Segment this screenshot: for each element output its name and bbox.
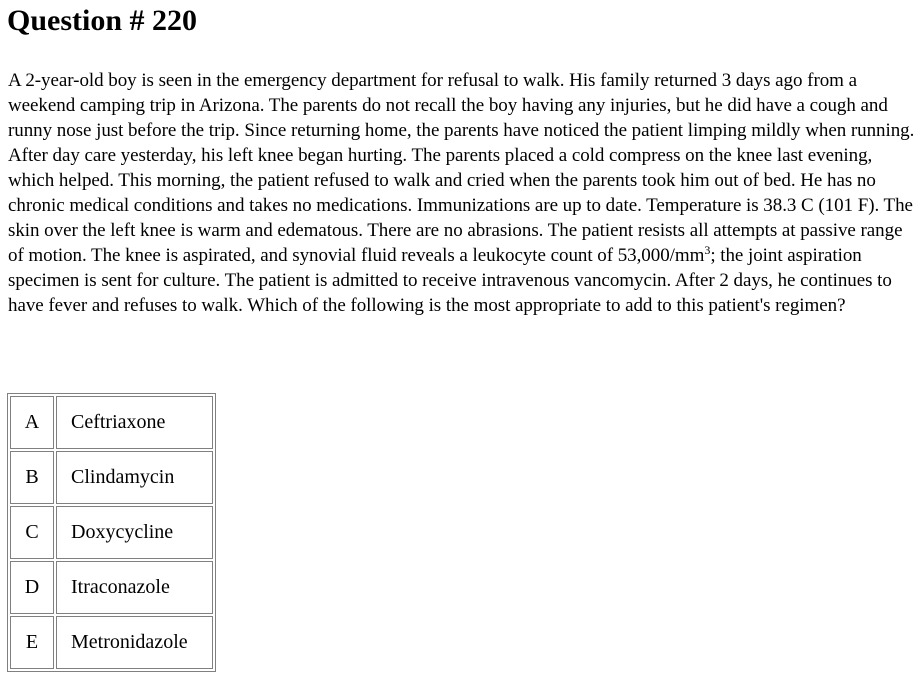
choice-letter-e[interactable]: E: [10, 616, 54, 669]
choice-row-c[interactable]: [10, 506, 213, 559]
choice-text-d[interactable]: Itraconazole: [56, 561, 213, 614]
choice-text-e[interactable]: Metronidazole: [56, 616, 213, 669]
choice-row-a[interactable]: [10, 396, 213, 449]
choice-row-d[interactable]: [10, 561, 213, 614]
choice-letter-c[interactable]: C: [10, 506, 54, 559]
choice-letter-b[interactable]: B: [10, 451, 54, 504]
stem-superscript: 3: [704, 243, 711, 257]
choice-letter-d[interactable]: D: [10, 561, 54, 614]
choice-letter-a[interactable]: A: [10, 396, 54, 449]
choice-text-c[interactable]: Doxycycline: [56, 506, 213, 559]
question-stem: [8, 68, 920, 318]
stem-text-part2: ; the joint aspiration specimen is sent for culture. The patient is admitted to receive intravenous vancomycin. After 2 days, he continues to have fever and refuses to walk. Which of the following is the most appropriate to add to this patient's regimen?: [8, 245, 892, 316]
choice-text-b[interactable]: Clindamycin: [56, 451, 213, 504]
choice-text-a[interactable]: Ceftriaxone: [56, 396, 213, 449]
stem-text-part1: A 2-year-old boy is seen in the emergency department for refusal to walk. His family returned 3 days ago from a weekend camping trip in Arizona. The parents do not recall the boy having any injuries, but he did have a cough and runny nose just before the trip. Since returning home, the parents have noticed the patient limping mildly when running. After day care yesterday, his left knee began hurting. The parents placed a cold compress on the knee last evening, which helped. This morning, the patient refused to walk and cried when the parents took him out of bed. He has no chronic medical conditions and takes no medications. Immunizations are up to date. Temperature is 38.3 C (101 F). The skin over the left knee is warm and edematous. There are no abrasions. The patient resists all attempts at passive range of motion. The knee is aspirated, and synovial fluid reveals a leukocyte count of 53,000/mm: [8, 70, 915, 266]
choice-row-e[interactable]: [10, 616, 213, 669]
choice-row-b[interactable]: [10, 451, 213, 504]
question-title: Question # 220: [7, 4, 198, 37]
answer-choices-table: [7, 393, 216, 672]
